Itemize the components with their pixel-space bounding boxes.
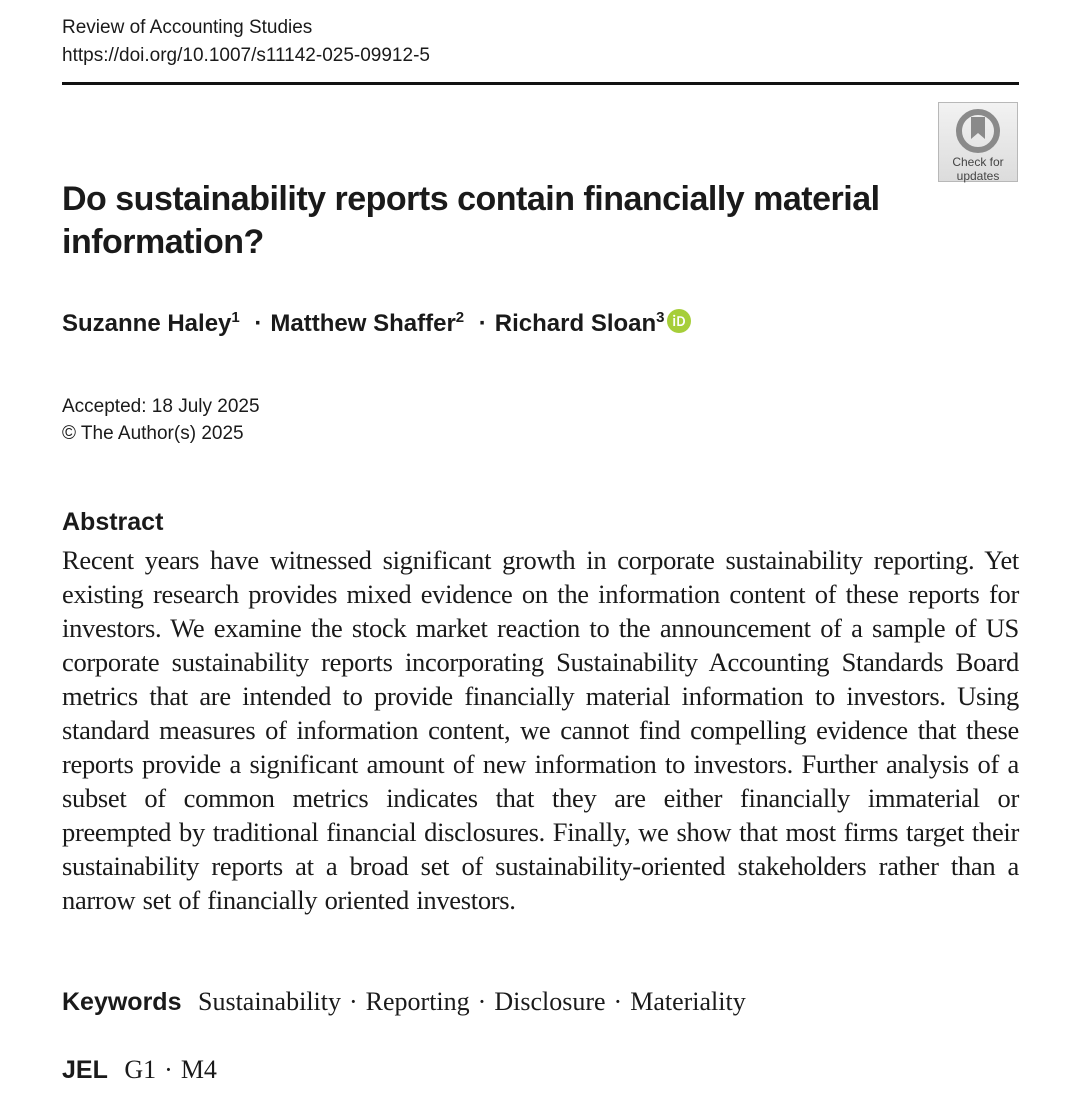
publication-dates [62, 393, 260, 447]
copyright-line: © The Author(s) 2025 [62, 423, 244, 444]
keyword: Sustainability [197, 987, 341, 1016]
jel-code: M4 [180, 1055, 217, 1084]
journal-header [62, 14, 430, 70]
author-name[interactable]: Matthew Shaffer [270, 310, 456, 337]
jel-separator: · [164, 1055, 173, 1084]
author-separator: · [478, 310, 487, 337]
journal-name: Review of Accounting Studies [62, 17, 313, 38]
keyword-separator: · [348, 987, 358, 1016]
keyword-separator: · [613, 987, 623, 1016]
author-list [62, 306, 691, 344]
affiliation-marker: 3 [656, 309, 665, 326]
author-separator: · [254, 310, 263, 337]
affiliation-marker: 2 [455, 309, 465, 326]
affiliation-marker: 1 [231, 309, 240, 326]
abstract-text: Recent years have witnessed significant growth in corporate sustainability reporting. Yet existing research provides mixed evidence on the information content of these reports for investors. We examine the stock market reaction to the announcement of a sample of US corporate sustainability reports incorporating Sustainability Accounting Standards Board metrics that are intended to provide financially material information to investors. Using standard measures of information content, we cannot find compelling evidence that these reports provide a significant amount of new information to investors. Further analysis of a subset of common metrics indicates that they are either financially immaterial or preempted by traditional financial disclosures. Finally, we show that most firms target their sustainability reports at a broad set of sustainability-oriented stakeholders rather than a narrow set of financially oriented investors. [62, 545, 1019, 915]
header-rule [62, 82, 1019, 85]
keyword: Materiality [630, 987, 746, 1016]
author-name[interactable]: Richard Sloan [494, 310, 657, 337]
doi-link[interactable]: https://doi.org/10.1007/s11142-025-09912-5 [62, 45, 430, 66]
keyword: Disclosure [494, 987, 606, 1016]
bookmark-circle-icon [955, 108, 1001, 154]
orcid-icon[interactable] [667, 308, 691, 344]
keywords-line [62, 984, 746, 1020]
badge-label-1: Check for [952, 155, 1004, 169]
keyword: Reporting [365, 987, 470, 1016]
jel-code: G1 [124, 1055, 157, 1084]
jel-label: JEL [62, 1056, 108, 1084]
keyword-separator: · [477, 987, 487, 1016]
author-name[interactable]: Suzanne Haley [62, 310, 232, 337]
abstract-heading: Abstract [62, 508, 164, 536]
check-for-updates-badge[interactable] [938, 102, 1018, 182]
jel-line [62, 1052, 217, 1088]
keywords-label: Keywords [62, 988, 182, 1016]
paper-title: Do sustainability reports contain financially material information? [62, 180, 880, 261]
accepted-date: Accepted: 18 July 2025 [62, 396, 260, 417]
badge-label-2: updates [956, 169, 1000, 183]
